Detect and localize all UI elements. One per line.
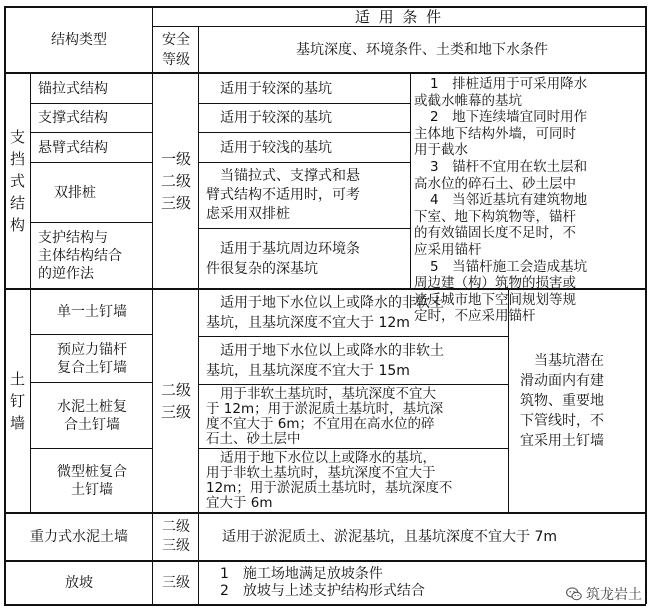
note-line: 3 锚杆不宜用在软土层和 xyxy=(430,158,588,175)
grid-line xyxy=(198,384,508,385)
condition-line: 12m；用于淤泥质土基坑时，基坑深度不 xyxy=(206,480,453,496)
condition-line: 适用于基坑周边环境条 xyxy=(220,241,360,257)
side-note-line: 当基坑潜在 xyxy=(534,353,604,369)
safety-level: 三级 xyxy=(162,538,190,554)
grid-line xyxy=(152,6,153,512)
condition-line: 基坑，且基坑深度不宜大于 12m xyxy=(206,315,410,331)
condition-line: 基坑，且基坑深度不宜大于 15m xyxy=(206,363,410,379)
note-line: 高水位的碎石土、砂土层中 xyxy=(414,175,576,192)
gravity-safety-levels xyxy=(154,514,198,560)
structure-type-line: 主体结构结合 xyxy=(38,248,122,264)
note-line: 5 当锚杆施工会造成基坑 xyxy=(430,258,588,275)
condition-line: 适用于地下水位以上或降水的非软土 xyxy=(220,343,444,359)
structure-type-cell: 双排桩 xyxy=(54,184,96,201)
retaining-group-label xyxy=(5,74,30,288)
wechat-icon xyxy=(566,586,582,602)
grid-line xyxy=(152,512,153,604)
safety-level: 二级 xyxy=(162,519,190,535)
header-structure-type: 结构类型 xyxy=(51,32,107,48)
condition-line: 石土、砂土层中 xyxy=(206,431,301,447)
condition-cell: 适用于较深的基坑 xyxy=(220,80,332,97)
group-label-char: 墙 xyxy=(9,414,25,432)
group-label-char: 土 xyxy=(9,370,25,388)
grid-line xyxy=(152,26,645,27)
structure-type-cell xyxy=(32,224,152,288)
retaining-safety-levels xyxy=(154,74,198,288)
condition-cell: 适用于较深的基坑 xyxy=(220,110,332,126)
safety-level: 三级 xyxy=(160,194,191,212)
grid-line xyxy=(30,222,152,223)
slope-conditions xyxy=(200,562,530,604)
grid-line xyxy=(198,26,199,604)
side-note-line: 宜采用土钉墙 xyxy=(520,433,604,449)
note-line: 的有效锚固长度不足时，不 xyxy=(414,225,576,242)
structure-type-cell: 锚拉式结构 xyxy=(38,80,108,97)
slope-item: 1 施工场地满足放坡条件 xyxy=(220,566,383,582)
group-label-char: 结 xyxy=(9,194,25,212)
group-label-char: 挡 xyxy=(9,150,25,168)
condition-cell xyxy=(200,163,410,228)
grid-line xyxy=(198,336,508,337)
grid-line xyxy=(30,334,152,335)
note-line: 4 当邻近基坑有建筑物地 xyxy=(430,192,588,209)
grid-line xyxy=(410,72,411,288)
structure-type-cell xyxy=(32,450,152,512)
grid-line xyxy=(198,228,410,229)
group-label-char: 构 xyxy=(9,216,25,234)
structure-type-cell: 悬臂式结构 xyxy=(38,139,108,156)
note-line: 下室、地下构筑物等，锚杆 xyxy=(414,208,576,225)
condition-line: 虑采用双排桩 xyxy=(206,206,290,222)
safety-level: 一级 xyxy=(160,150,191,168)
structure-type-cell: 放坡 xyxy=(65,575,93,591)
condition-line: 适用于地下水位以上或降水的非软土 xyxy=(220,295,444,311)
structure-type-cell xyxy=(32,384,152,448)
structure-type-line: 支护结构与 xyxy=(38,230,108,246)
condition-line: 臂式结构不适用时，可考 xyxy=(206,187,360,203)
condition-cell: 适用于淤泥质土、淤泥基坑，且基坑深度不宜大于 7m xyxy=(222,529,557,545)
table-border-bottom xyxy=(4,604,646,606)
structure-type-line: 合土钉墙 xyxy=(64,417,120,433)
condition-cell xyxy=(200,290,508,336)
note-line: 用于截水 xyxy=(414,142,468,159)
structure-type-line: 的逆作法 xyxy=(38,266,94,282)
header-conditions: 适 用 条 件 xyxy=(354,7,444,26)
watermark xyxy=(566,584,642,604)
grid-line xyxy=(30,382,152,383)
condition-line: 当锚拉式、支撑式和悬 xyxy=(220,168,360,184)
structure-type-line: 预应力锚杆 xyxy=(57,342,127,358)
group-label-char: 支 xyxy=(9,128,25,146)
structure-type-cell: 重力式水泥土墙 xyxy=(30,529,128,545)
table-border-right xyxy=(645,6,647,604)
condition-line: 适用于地下水位以上或降水的基坑， xyxy=(220,450,436,466)
note-line: 违反城市地下空间规划等规 xyxy=(414,291,576,308)
condition-cell xyxy=(200,230,410,288)
condition-cell: 适用于较浅的基坑 xyxy=(220,139,332,156)
safety-level: 三级 xyxy=(160,403,191,421)
group-label-char: 钉 xyxy=(9,392,25,410)
safety-level: 二级 xyxy=(160,381,191,399)
retaining-notes xyxy=(414,74,642,325)
grid-line xyxy=(30,448,152,449)
structure-type-cell: 支撑式结构 xyxy=(38,110,108,126)
note-line: 1 排桩适用于可采用降水 xyxy=(430,76,588,92)
condition-line: 宜大于 6m xyxy=(206,495,273,511)
condition-cell xyxy=(200,450,508,512)
grid-line xyxy=(30,72,31,512)
nailing-safety-levels xyxy=(154,290,198,512)
safety-level: 二级 xyxy=(160,172,191,190)
side-note-line: 下管线时，不 xyxy=(520,413,604,429)
condition-line: 于 12m；用于淤泥质土基坑时，基坑深 xyxy=(206,401,444,417)
grid-line xyxy=(198,448,508,449)
side-note-line: 筑物、重要地 xyxy=(520,393,604,409)
header-safety-level-line: 安全 xyxy=(162,32,190,48)
structure-type-cell xyxy=(32,336,152,382)
safety-level: 三级 xyxy=(162,575,190,591)
condition-line: 用于非软土基坑时，基坑深度不宜大 xyxy=(220,386,436,402)
slope-item: 2 放坡与上述支护结构形式结合 xyxy=(220,583,425,599)
structure-type-line: 水泥土桩复 xyxy=(57,399,127,415)
structure-type-line: 微型桩复合 xyxy=(57,464,127,480)
side-note-line: 滑动面内有建 xyxy=(520,373,604,389)
note-line: 主体地下结构外墙，可同时 xyxy=(414,125,576,142)
note-line: 应采用锚杆 xyxy=(414,241,482,258)
condition-cell xyxy=(200,338,508,384)
condition-cell xyxy=(200,386,508,448)
structure-type-cell: 单一土钉墙 xyxy=(57,304,127,320)
structure-type-line: 复合土钉墙 xyxy=(57,360,127,376)
structure-type-line: 土钉墙 xyxy=(71,482,113,498)
note-line: 2 地下连续墙宜同时用作 xyxy=(430,109,588,126)
header-subconditions: 基坑深度、环境条件、土类和地下水条件 xyxy=(296,42,548,58)
group-label-char: 式 xyxy=(9,172,25,190)
watermark-text: 筑龙岩土 xyxy=(586,587,642,603)
condition-line: 件很复杂的深基坑 xyxy=(206,261,318,277)
note-line: 周边建（构）筑物的损害或 xyxy=(414,275,576,292)
note-line: 或截水帷幕的基坑 xyxy=(414,92,522,109)
note-line: 定时，不应采用锚杆 xyxy=(414,308,536,325)
header-safety-level xyxy=(154,28,198,72)
nailing-side-note xyxy=(510,290,644,512)
header-safety-level-line: 等级 xyxy=(162,52,190,68)
condition-line: 度不宜大于 6m；不宜用在高水位的碎 xyxy=(206,416,435,432)
nailing-group-label xyxy=(5,290,30,512)
condition-line: 用于非软土基坑时，基坑深度不宜大于 xyxy=(206,465,436,481)
